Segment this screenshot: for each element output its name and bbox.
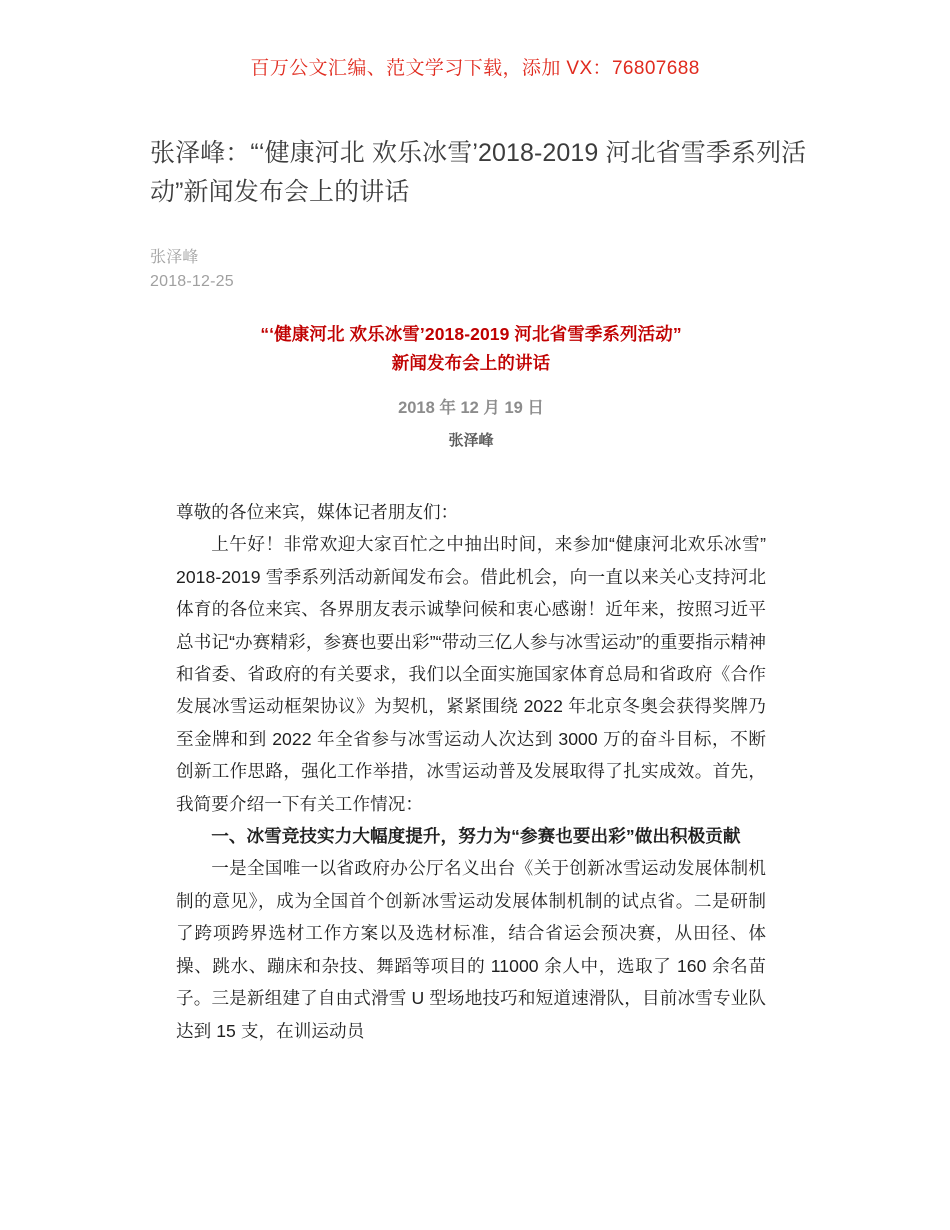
page-title: 张泽峰：“‘健康河北 欢乐冰雪’2018-2019 河北省雪季系列活动”新闻发布会上的讲话	[150, 139, 807, 206]
document-date: 2018 年 12 月 19 日	[398, 399, 544, 417]
document-heading-line-1: “‘健康河北 欢乐冰雪’2018-2019 河北省雪季系列活动”	[260, 324, 682, 344]
document-heading	[176, 320, 766, 378]
document-paragraph: 一是全国唯一以省政府办公厅名义出台《关于创新冰雪运动发展体制机制的意见》，成为全国首个创新冰雪运动发展体制机制的试点省。二是研制了跨项跨界选材工作方案以及选材标准，结合省运会预决赛，从田径、体操、跳水、蹦床和杂技、舞蹈等项目的 11000 余人中，选取了 160 余名苗子。三是新组建了自由式滑雪 U 型场地技巧和短道速滑队，目前冰雪专业队达到 15 支，在训运动员	[176, 858, 766, 1041]
article-header	[150, 134, 820, 294]
document-heading-line-2: 新闻发布会上的讲话	[391, 353, 551, 373]
document-paragraph: 一、冰雪竞技实力大幅度提升，努力为“参赛也要出彩”做出积极贡献	[211, 826, 741, 847]
document-paragraph: 上午好！非常欢迎大家百忙之中抽出时间，来参加“健康河北欢乐冰雪”2018-2019 雪季系列活动新闻发布会。借此机会，向一直以来关心支持河北体育的各位来宾、各界朋友表示诚挚问候和衷心感谢！近年来，按照习近平总书记“办赛精彩，参赛也要出彩”“带动三亿人参与冰雪运动”的重要指示精神和省委、省政府的有关要求，我们以全面实施国家体育总局和省政府《合作发展冰雪运动框架协议》为契机，紧紧围绕 2022 年北京冬奥会获得奖牌乃至金牌和到 2022 年全省参与冰雪运动人次达到 3000 万的奋斗目标，不断创新工作思路，强化工作举措，冰雪运动普及发展取得了扎实成效。首先，我简要介绍一下有关工作情况：	[176, 534, 766, 814]
article-date: 2018-12-25	[150, 273, 234, 290]
article-author: 张泽峰	[150, 249, 199, 266]
article-meta	[150, 246, 820, 294]
document-content	[176, 320, 766, 1047]
document-paragraphs	[176, 496, 766, 1047]
document-paragraph: 尊敬的各位来宾，媒体记者朋友们：	[176, 502, 459, 522]
promo-banner-text: 百万公文汇编、范文学习下载，添加 VX：76807688	[250, 58, 700, 79]
document-author: 张泽峰	[448, 432, 494, 449]
